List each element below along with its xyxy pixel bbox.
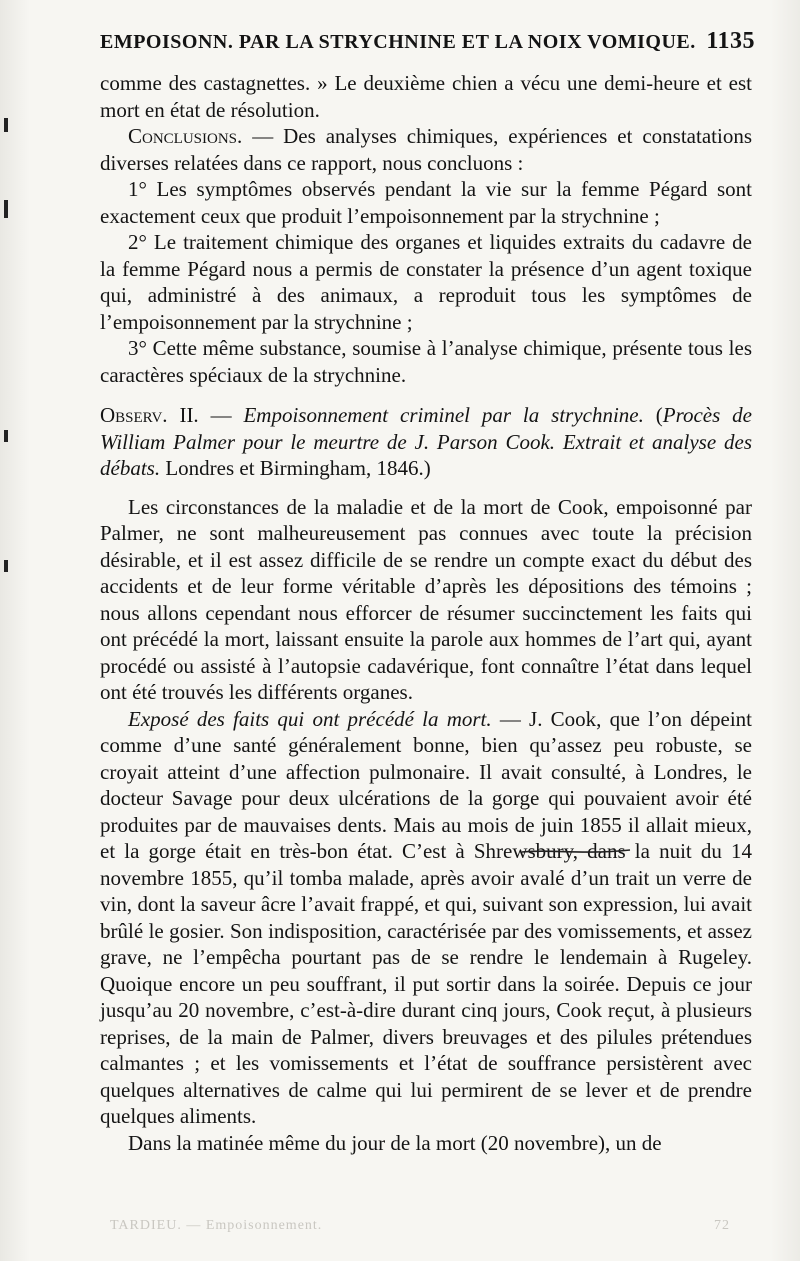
bleed-right: 72 (714, 1218, 730, 1233)
conclusion-item-1: 1° Les symptômes observés pendant la vie sur la femme Pégard sont exactement ceux que produit l’empoisonnement par la strychnine ; (100, 177, 752, 228)
header-title: EMPOISONN. PAR LA STRYCHNINE ET LA NOIX VOMIQUE. (100, 31, 696, 53)
observation-dash: — (198, 403, 244, 427)
margin-mark (4, 560, 8, 572)
page-number: 1135 (706, 28, 755, 54)
expose-text: — J. Cook, que l’on dépeint comme d’une santé généralement bonne, bien qu’assez peu robuste, se croyait atteint d’une affection pulmonaire. Il avait consulté, à Londres, le docteur Savage pour deux ulcérations de la gorge qui pouvaient avoir été produites par de mauvaises dents. Mais au mois de juin 1855 il allait mieux, et la gorge était en très-bon état. C’est à Shrewsbury, dans la nuit du 14 novembre 1855, qu’il tomba malade, après avoir avalé d’un trait un verre de vin, dont la saveur âcre l’avait frappé, et qui, suivant son expression, lui avait brûlé le gosier. Son indisposition, caractérisée par des vomissements, et assez grave, ne l’empêcha pourtant pas de se rendre le lendemain à Rugeley. Quoique encore un peu souffrant, il put sortir dans la soirée. Depuis ce jour jusqu’au 20 novembre, c’est-à-dire durant cinq jours, Cook reçut, à plusieurs reprises, de la main de Palmer, divers breuvages et des pilules prétendues calmantes ; et les vomissements et l’état de souffrance persistèrent avec quelques alternatives de calme qui lui permirent de se lever et de prendre quelques aliments. (100, 706, 752, 1128)
margin-mark (4, 430, 8, 442)
margin-mark (4, 200, 8, 218)
conclusion-item-3: 3° Cette même substance, soumise à l’analyse chimique, présente tous les caractères spéciaux de la strychnine. (100, 336, 752, 387)
margin-mark (4, 118, 8, 132)
paragraph-conclusions (100, 123, 752, 176)
paragraph-final: Dans la matinée même du jour de la mort (20 novembre), un de (128, 1130, 662, 1155)
conclusions-label: Conclusions. (128, 124, 243, 148)
paragraph-expose (100, 706, 752, 1130)
observation-source: Procès de William Palmer pour le meurtre de J. Parson Cook. Extrait et analyse des débats. (100, 403, 753, 480)
paragraph-circumstances: Les circonstances de la maladie et de la mort de Cook, empoisonné par Palmer, ne sont malheureusement pas connues avec toute la précision désirable, et il est assez difficile de se rendre un compte exact du début des accidents et de leur forme véritable d’après les dépositions des témoins ; nous allons cependant nous efforcer de résumer succinctement les faits qui ont précédé la mort, laissant ensuite la parole aux hommes de l’art qui, ayant procédé ou assisté à l’autopsie cadavérique, font connaître l’état dans lequel ont été trouvés les différents organes. (100, 494, 752, 704)
running-header (100, 28, 755, 55)
page-body (100, 70, 752, 1156)
bleed-left: TARDIEU. — Empoisonnement. (110, 1218, 323, 1233)
observation-title: Empoisonnement criminel par la strychnine. (243, 403, 644, 427)
show-through-footer (110, 1218, 730, 1234)
observation-heading (100, 402, 752, 482)
conclusion-item-2: 2° Le traitement chimique des organes et liquides extraits du cadavre de la femme Pégard nous a permis de constater la présence d’un agent toxique qui, administré à des animaux, a reproduit tous les symptômes de l’empoisonnement par la strychnine ; (100, 230, 752, 334)
paragraph-continuation: comme des castagnettes. » Le deuxième chien a vécu une demi-heure et est mort en état de résolution. (100, 71, 752, 122)
expose-label: Exposé des faits qui ont précédé la mort. (128, 706, 492, 731)
spacer (100, 482, 752, 494)
observation-label: Observ. II. (100, 403, 199, 427)
observation-place: Londres et Birmingham, 1846.) (160, 456, 431, 480)
handwritten-underline (520, 844, 632, 858)
spacer (100, 388, 752, 402)
conclusions-text: — Des analyses chimiques, expériences et constatations diverses relatées dans ce rapport, nous concluons : (100, 124, 752, 175)
observation-paren: ( (643, 403, 663, 427)
